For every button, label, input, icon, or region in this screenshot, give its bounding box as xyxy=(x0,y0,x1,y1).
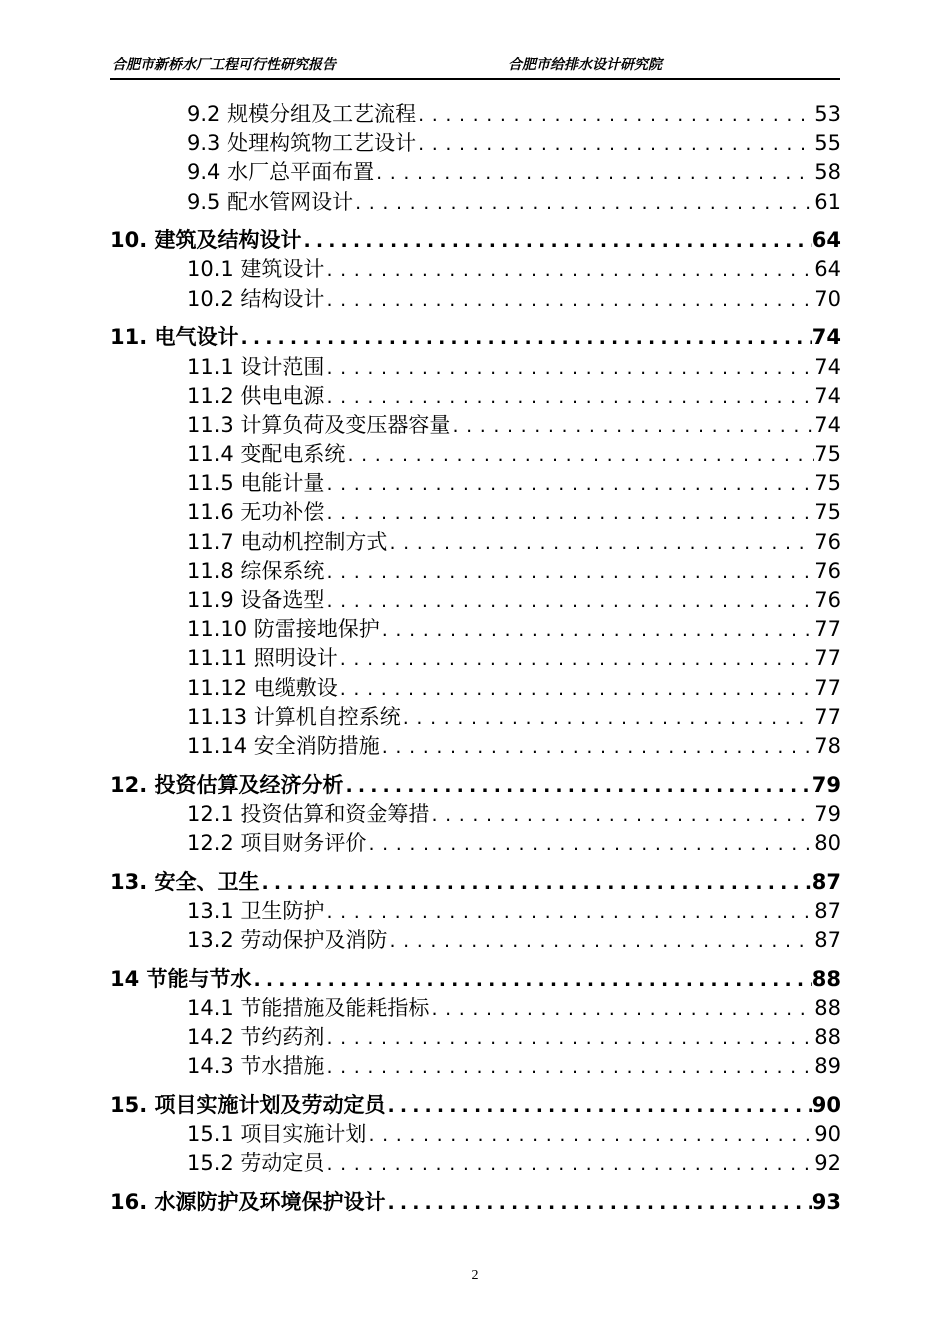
toc-dot-leader xyxy=(326,1024,814,1052)
toc-entry-label: 13.1 卫生防护 xyxy=(187,898,325,923)
toc-entry-label: 11.6 无功补偿 xyxy=(187,500,325,525)
toc-section-entry[interactable] xyxy=(110,732,841,761)
header-report-title: 合肥市新桥水厂工程可行性研究报告 xyxy=(112,57,336,73)
header-institute-name: 合肥市给排水设计研究院 xyxy=(508,57,662,73)
toc-entry-label: 12.1 投资估算和资金筹措 xyxy=(187,801,430,826)
toc-entry-page-number: 61 xyxy=(814,189,841,214)
toc-section-entry[interactable] xyxy=(110,800,841,829)
toc-entry-page-number: 79 xyxy=(814,801,841,826)
toc-dot-leader xyxy=(326,587,814,615)
toc-dot-leader xyxy=(347,441,814,469)
toc-dot-leader xyxy=(304,227,812,255)
toc-entry-page-number: 74 xyxy=(814,354,841,379)
toc-entry-page-number: 77 xyxy=(814,617,841,642)
toc-dot-leader xyxy=(326,1053,814,1081)
toc-dot-leader xyxy=(431,801,814,829)
toc-section-entry[interactable] xyxy=(110,440,841,469)
toc-entry-label: 11.13 计算机自控系统 xyxy=(187,704,401,729)
toc-dot-leader xyxy=(326,1150,814,1178)
toc-section-entry[interactable] xyxy=(110,557,841,586)
toc-chapter-entry[interactable] xyxy=(110,1188,841,1217)
toc-chapter-entry[interactable] xyxy=(110,868,841,897)
toc-entry-label: 9.4 水厂总平面布置 xyxy=(187,160,375,185)
toc-section-entry[interactable] xyxy=(110,926,841,955)
toc-section-entry[interactable] xyxy=(110,1149,841,1178)
toc-entry-page-number: 89 xyxy=(814,1054,841,1079)
toc-entry-label: 10.1 建筑设计 xyxy=(187,257,325,282)
toc-entry-page-number: 88 xyxy=(811,966,841,991)
table-of-contents xyxy=(110,100,841,1217)
toc-entry-page-number: 90 xyxy=(814,1122,841,1147)
toc-section-entry[interactable] xyxy=(110,528,841,557)
toc-dot-leader xyxy=(403,704,814,732)
toc-section-entry[interactable] xyxy=(110,703,841,732)
toc-entry-page-number: 75 xyxy=(814,500,841,525)
toc-section-entry[interactable] xyxy=(110,382,841,411)
toc-chapter-entry[interactable] xyxy=(110,771,841,800)
toc-section-entry[interactable] xyxy=(110,129,841,158)
toc-entry-page-number: 87 xyxy=(814,898,841,923)
toc-entry-page-number: 92 xyxy=(814,1151,841,1176)
toc-entry-label: 9.5 配水管网设计 xyxy=(187,189,354,214)
toc-chapter-entry[interactable] xyxy=(110,965,841,994)
toc-dot-leader xyxy=(355,189,814,217)
toc-section-entry[interactable] xyxy=(110,994,841,1023)
toc-section-entry[interactable] xyxy=(110,255,841,284)
toc-entry-label: 10. 建筑及结构设计 xyxy=(110,228,302,253)
toc-entry-page-number: 88 xyxy=(814,1025,841,1050)
toc-entry-page-number: 75 xyxy=(814,442,841,467)
toc-section-entry[interactable] xyxy=(110,586,841,615)
toc-entry-page-number: 55 xyxy=(814,131,841,156)
toc-entry-label: 11.14 安全消防措施 xyxy=(187,733,380,758)
toc-entry-page-number: 76 xyxy=(814,529,841,554)
toc-dot-leader xyxy=(431,995,814,1023)
toc-entry-page-number: 77 xyxy=(814,646,841,671)
toc-entry-label: 15. 项目实施计划及劳动定员 xyxy=(110,1093,386,1117)
toc-entry-page-number: 80 xyxy=(814,831,841,855)
toc-dot-leader xyxy=(346,772,812,800)
toc-entry-label: 11.8 综保系统 xyxy=(187,558,325,583)
toc-dot-leader xyxy=(376,159,814,187)
toc-entry-page-number: 87 xyxy=(814,928,841,953)
toc-entry-page-number: 88 xyxy=(814,995,841,1020)
toc-entry-label: 11.3 计算负荷及变压器容量 xyxy=(187,412,451,437)
toc-dot-leader xyxy=(254,966,812,994)
toc-dot-leader xyxy=(382,733,814,761)
toc-entry-label: 12. 投资估算及经济分析 xyxy=(110,772,344,797)
toc-entry-page-number: 70 xyxy=(814,286,841,311)
toc-entry-label: 11.2 供电电源 xyxy=(187,383,325,408)
toc-entry-label: 12.2 项目财务评价 xyxy=(187,831,367,855)
toc-entry-label: 9.3 处理构筑物工艺设计 xyxy=(187,131,417,156)
toc-entry-label: 11.11 照明设计 xyxy=(187,646,338,671)
toc-entry-page-number: 64 xyxy=(811,228,841,253)
toc-dot-leader xyxy=(326,898,814,926)
toc-section-entry[interactable] xyxy=(110,498,841,527)
toc-entry-label: 15.1 项目实施计划 xyxy=(187,1122,367,1147)
page-header xyxy=(110,50,840,80)
toc-section-entry[interactable] xyxy=(110,615,841,644)
toc-entry-label: 10.2 结构设计 xyxy=(187,286,325,311)
toc-section-entry[interactable] xyxy=(110,158,841,187)
toc-entry-label: 16. 水源防护及环境保护设计 xyxy=(110,1190,386,1215)
toc-entry-label: 11. 电气设计 xyxy=(110,325,239,350)
toc-dot-leader xyxy=(452,412,814,440)
toc-section-entry[interactable] xyxy=(110,829,841,858)
toc-chapter-entry[interactable] xyxy=(110,226,841,255)
toc-entry-page-number: 79 xyxy=(811,772,841,797)
toc-entry-page-number: 76 xyxy=(814,588,841,612)
toc-entry-page-number: 64 xyxy=(814,257,841,282)
toc-dot-leader xyxy=(418,101,814,129)
toc-dot-leader xyxy=(388,1189,812,1217)
toc-section-entry[interactable] xyxy=(110,1120,841,1149)
toc-section-entry[interactable] xyxy=(110,411,841,440)
toc-dot-leader xyxy=(389,927,814,955)
toc-entry-label: 13. 安全、卫生 xyxy=(110,869,260,894)
toc-dot-leader xyxy=(326,286,814,314)
toc-dot-leader xyxy=(262,869,812,897)
toc-dot-leader xyxy=(368,1121,814,1149)
toc-dot-leader xyxy=(340,675,814,703)
toc-entry-page-number: 90 xyxy=(811,1093,841,1117)
toc-section-entry[interactable] xyxy=(110,285,841,314)
toc-section-entry[interactable] xyxy=(110,353,841,382)
toc-entry-label: 11.9 设备选型 xyxy=(187,588,325,612)
toc-dot-leader xyxy=(326,499,814,527)
toc-dot-leader xyxy=(326,470,814,498)
toc-section-entry[interactable] xyxy=(110,674,841,703)
toc-chapter-entry[interactable] xyxy=(110,1091,841,1120)
toc-dot-leader xyxy=(340,645,814,673)
toc-entry-page-number: 75 xyxy=(814,471,841,496)
toc-section-entry[interactable] xyxy=(110,100,841,129)
toc-dot-leader xyxy=(326,558,814,586)
toc-entry-label: 14.2 节约药剂 xyxy=(187,1025,325,1050)
toc-dot-leader xyxy=(326,383,814,411)
toc-dot-leader xyxy=(326,354,814,382)
toc-entry-page-number: 74 xyxy=(814,412,841,437)
toc-entry-page-number: 58 xyxy=(814,160,841,185)
toc-section-entry[interactable] xyxy=(110,469,841,498)
toc-dot-leader xyxy=(389,529,814,557)
toc-entry-label: 11.4 变配电系统 xyxy=(187,442,346,467)
toc-entry-page-number: 78 xyxy=(814,733,841,758)
toc-entry-label: 14.1 节能措施及能耗指标 xyxy=(187,995,430,1020)
toc-section-entry[interactable] xyxy=(110,1052,841,1081)
toc-entry-page-number: 87 xyxy=(811,869,841,894)
toc-section-entry[interactable] xyxy=(110,1023,841,1052)
toc-entry-page-number: 77 xyxy=(814,675,841,700)
toc-entry-label: 15.2 劳动定员 xyxy=(187,1151,325,1176)
toc-entry-page-number: 93 xyxy=(811,1190,841,1215)
toc-chapter-entry[interactable] xyxy=(110,323,841,352)
page-number: 2 xyxy=(471,1268,479,1283)
toc-dot-leader xyxy=(368,830,814,858)
toc-entry-page-number: 76 xyxy=(814,558,841,583)
toc-entry-label: 9.2 规模分组及工艺流程 xyxy=(187,102,417,126)
toc-entry-label: 11.1 设计范围 xyxy=(187,354,325,379)
toc-entry-page-number: 77 xyxy=(814,704,841,729)
toc-dot-leader xyxy=(388,1092,812,1120)
toc-dot-leader xyxy=(382,616,814,644)
toc-entry-page-number: 74 xyxy=(811,325,841,350)
toc-entry-label: 14 节能与节水 xyxy=(110,966,252,991)
toc-entry-label: 11.7 电动机控制方式 xyxy=(187,529,388,554)
toc-entry-label: 13.2 劳动保护及消防 xyxy=(187,928,388,953)
toc-entry-page-number: 74 xyxy=(814,383,841,408)
toc-section-entry[interactable] xyxy=(110,897,841,926)
toc-dot-leader xyxy=(326,256,814,284)
toc-section-entry[interactable] xyxy=(110,644,841,673)
toc-entry-page-number: 53 xyxy=(814,102,841,126)
toc-entry-label: 11.10 防雷接地保护 xyxy=(187,617,380,642)
toc-dot-leader xyxy=(418,130,814,158)
toc-entry-label: 14.3 节水措施 xyxy=(187,1054,325,1079)
toc-section-entry[interactable] xyxy=(110,188,841,217)
toc-dot-leader xyxy=(241,324,812,352)
toc-entry-label: 11.5 电能计量 xyxy=(187,471,325,496)
toc-entry-label: 11.12 电缆敷设 xyxy=(187,675,338,700)
